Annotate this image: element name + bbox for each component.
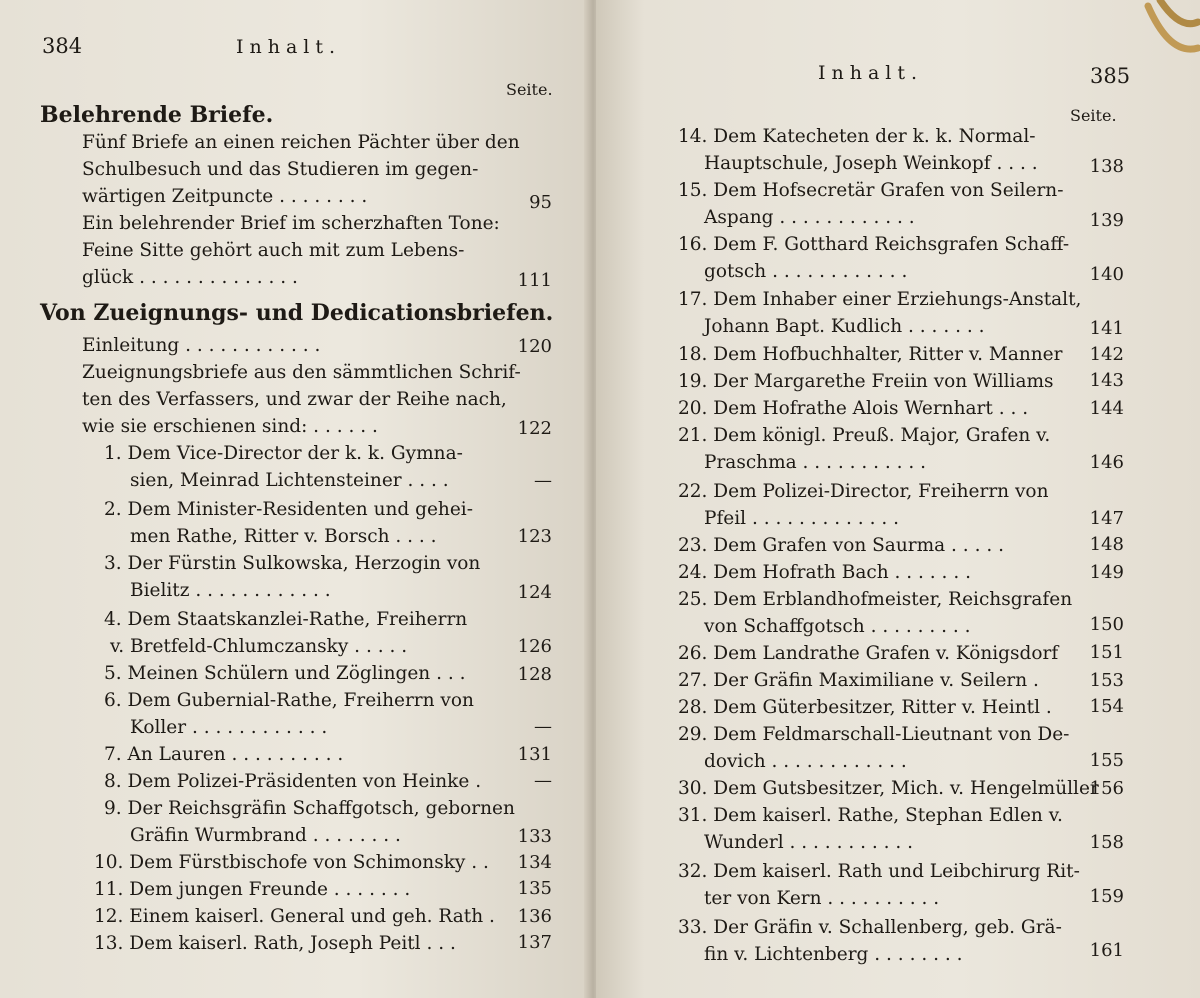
toc-page: 137 [517, 932, 552, 953]
left-page [0, 0, 590, 998]
toc-page: 131 [517, 744, 552, 765]
left-running-head: Inhalt. [236, 36, 342, 58]
right-running-head: Inhalt. [818, 62, 924, 84]
toc-line: Feine Sitte gehört auch mit zum Lebens- [82, 240, 465, 261]
toc-line: fin v. Lichtenberg . . . . . . . . [704, 944, 963, 965]
toc-line: 28. Dem Güterbesitzer, Ritter v. Heintl . [678, 697, 1052, 718]
toc-line: Praschma . . . . . . . . . . . [704, 452, 927, 473]
toc-line: 3. Der Fürstin Sulkowska, Herzogin von [104, 553, 481, 574]
toc-page: 134 [517, 852, 552, 873]
toc-line: men Rathe, Ritter v. Borsch . . . . [130, 526, 437, 547]
toc-page: 156 [1089, 778, 1124, 799]
toc-line: 24. Dem Hofrath Bach . . . . . . . [678, 562, 971, 583]
toc-page: 159 [1089, 886, 1124, 907]
toc-line: Zueignungsbriefe aus den sämmtlichen Schrif- [82, 362, 521, 383]
toc-line: 27. Der Gräfin Maximiliane v. Seilern . [678, 670, 1039, 691]
toc-line: dovich . . . . . . . . . . . . [704, 751, 907, 772]
toc-page: 148 [1089, 534, 1124, 555]
toc-page: 147 [1089, 508, 1124, 529]
toc-page: 141 [1089, 318, 1124, 339]
toc-line: 1. Dem Vice-Director der k. k. Gymna- [104, 443, 463, 464]
left-page-number: 384 [42, 34, 83, 58]
toc-page: 144 [1089, 398, 1124, 419]
toc-line: 6. Dem Gubernial-Rathe, Freiherrn von [104, 690, 474, 711]
toc-page: 140 [1089, 264, 1124, 285]
toc-line: wärtigen Zeitpuncte . . . . . . . . [82, 186, 368, 207]
right-page-number: 385 [1090, 64, 1131, 88]
toc-page: 161 [1089, 940, 1124, 961]
toc-page: — [534, 770, 552, 791]
toc-line: ter von Kern . . . . . . . . . . [704, 888, 940, 909]
toc-page: 128 [517, 664, 552, 685]
toc-line: Gräfin Wurmbrand . . . . . . . . [130, 825, 401, 846]
left-seite-label: Seite. [506, 80, 553, 99]
toc-page: 149 [1089, 562, 1124, 583]
toc-line: gotsch . . . . . . . . . . . . [704, 261, 908, 282]
toc-line: glück . . . . . . . . . . . . . . [82, 267, 298, 288]
toc-page: 151 [1089, 642, 1124, 663]
toc-page: 122 [517, 418, 552, 439]
toc-page: 133 [517, 826, 552, 847]
toc-line: 10. Dem Fürstbischofe von Schimonsky . . [94, 852, 489, 873]
toc-line: von Schaffgotsch . . . . . . . . . [704, 616, 971, 637]
toc-page: 143 [1089, 370, 1124, 391]
toc-line: v. Bretfeld-Chlumczansky . . . . . [110, 636, 408, 657]
toc-line: Aspang . . . . . . . . . . . . [704, 207, 915, 228]
toc-page: 150 [1089, 614, 1124, 635]
toc-line: 20. Dem Hofrathe Alois Wernhart . . . [678, 398, 1029, 419]
toc-line: 9. Der Reichsgräfin Schaffgotsch, gebornen [104, 798, 515, 819]
toc-line: 33. Der Gräfin v. Schallenberg, geb. Grä- [678, 917, 1062, 938]
toc-page: 120 [517, 336, 552, 357]
toc-page: 135 [517, 878, 552, 899]
toc-line: 12. Einem kaiserl. General und geh. Rath . [94, 906, 495, 927]
toc-line: 7. An Lauren . . . . . . . . . . [104, 744, 344, 765]
toc-line: 11. Dem jungen Freunde . . . . . . . [94, 879, 411, 900]
toc-line: 29. Dem Feldmarschall-Lieutnant von De- [678, 724, 1070, 745]
toc-line: 23. Dem Grafen von Saurma . . . . . [678, 535, 1004, 556]
toc-line: 21. Dem königl. Preuß. Major, Grafen v. [678, 425, 1051, 446]
toc-page: 111 [517, 270, 552, 291]
toc-line: ten des Verfassers, und zwar der Reihe nach, [82, 389, 507, 410]
toc-line: 26. Dem Landrathe Grafen v. Königsdorf [678, 643, 1059, 664]
toc-line: Hauptschule, Joseph Weinkopf . . . . [704, 153, 1038, 174]
toc-page: 124 [517, 582, 552, 603]
toc-line: Schulbesuch und das Studieren im gegen- [82, 159, 479, 180]
toc-line: Johann Bapt. Kudlich . . . . . . . [704, 316, 985, 337]
toc-page: 136 [517, 906, 552, 927]
toc-line: 13. Dem kaiserl. Rath, Joseph Peitl . . . [94, 933, 456, 954]
toc-line: Einleitung . . . . . . . . . . . . [82, 335, 321, 356]
toc-line: 18. Dem Hofbuchhalter, Ritter v. Manner [678, 344, 1063, 365]
toc-page: 123 [517, 526, 552, 547]
toc-line: 16. Dem F. Gotthard Reichsgrafen Schaff- [678, 234, 1070, 255]
toc-line: Fünf Briefe an einen reichen Pächter über den [82, 132, 520, 153]
toc-page: — [534, 716, 552, 737]
right-page [596, 0, 1200, 998]
toc-line: 17. Dem Inhaber einer Erziehungs-Anstalt, [678, 289, 1082, 310]
toc-line: 30. Dem Gutsbesitzer, Mich. v. Hengelmüller [678, 778, 1099, 799]
toc-page: 126 [517, 636, 552, 657]
toc-line: 4. Dem Staatskanzlei-Rathe, Freiherrn [104, 609, 468, 630]
toc-line: 22. Dem Polizei-Director, Freiherrn von [678, 481, 1049, 502]
right-seite-label: Seite. [1070, 106, 1117, 125]
toc-line: Ein belehrender Brief im scherzhaften Tone: [82, 213, 500, 234]
toc-line: 2. Dem Minister-Residenten und gehei- [104, 499, 473, 520]
toc-line: Bielitz . . . . . . . . . . . . [130, 580, 331, 601]
section-title-zueignungsbriefe: Von Zueignungs- und Dedicationsbriefen. [40, 300, 554, 326]
toc-page: 153 [1089, 670, 1124, 691]
toc-line: Pfeil . . . . . . . . . . . . . [704, 508, 899, 529]
toc-page: 95 [529, 192, 552, 213]
toc-line: 15. Dem Hofsecretär Grafen von Seilern- [678, 180, 1064, 201]
toc-page: 146 [1089, 452, 1124, 473]
toc-line: 31. Dem kaiserl. Rathe, Stephan Edlen v. [678, 805, 1063, 826]
section-title-belehrende-briefe: Belehrende Briefe. [40, 102, 274, 128]
toc-line: Wunderl . . . . . . . . . . . [704, 832, 914, 853]
toc-line: 5. Meinen Schülern und Zöglingen . . . [104, 663, 466, 684]
toc-line: 32. Dem kaiserl. Rath und Leibchirurg Rit- [678, 861, 1080, 882]
toc-page: — [534, 470, 552, 491]
toc-page: 158 [1089, 832, 1124, 853]
metal-clip-icon [1140, 0, 1200, 80]
toc-page: 155 [1089, 750, 1124, 771]
toc-line: sien, Meinrad Lichtensteiner . . . . [130, 470, 449, 491]
toc-page: 154 [1089, 696, 1124, 717]
toc-line: Koller . . . . . . . . . . . . [130, 717, 328, 738]
toc-page: 139 [1089, 210, 1124, 231]
toc-page: 142 [1089, 344, 1124, 365]
toc-page: 138 [1089, 156, 1124, 177]
toc-line: 14. Dem Katecheten der k. k. Normal- [678, 126, 1036, 147]
toc-line: 25. Dem Erblandhofmeister, Reichsgrafen [678, 589, 1073, 610]
toc-line: 8. Dem Polizei-Präsidenten von Heinke . [104, 771, 482, 792]
toc-line: wie sie erschienen sind: . . . . . . [82, 416, 378, 437]
toc-line: 19. Der Margarethe Freiin von Williams [678, 371, 1054, 392]
